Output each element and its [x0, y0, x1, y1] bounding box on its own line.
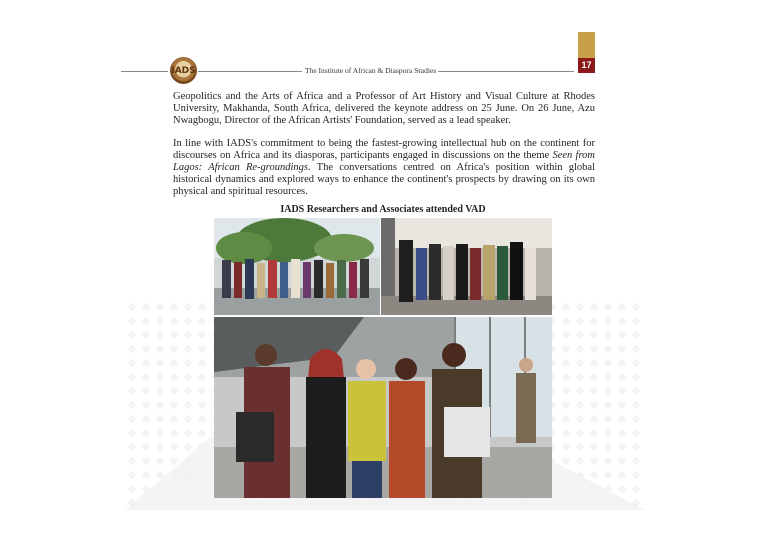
paragraph-1: Geopolitics and the Arts of Africa and a Professor of Art History and Visual Culture at Rhodes University, Makhanda, South Africa, delivered the keynote address on 25 June. On 26 June, Azu Nwagbogu, Director of the African Artists' Foundation, served as a lead speaker.: [173, 91, 595, 126]
header-rule-right: [438, 71, 574, 72]
paragraph-2-part-2: . The conversations centred on Africa's position within global historical dynamics and explored ways to enhance the continent's prospects by drawing on its own physical and spiritual resources.: [173, 162, 595, 197]
running-title: The Institute of African & Diaspora Studies: [305, 66, 437, 75]
paragraph-2-part-1: In line with IADS's commitment to being the fastest-growing intellectual hub on the continent for discourses on Africa and its diasporas, participants engaged in discussions on the theme: [173, 138, 595, 161]
iads-logo: IADS: [170, 57, 197, 84]
paragraph-2-theme-title: Seen from Lagos: African Re-groundings: [173, 150, 595, 173]
photo-five-attendees: [214, 317, 552, 498]
photo-caption: IADS Researchers and Associates attended VAD: [280, 204, 486, 215]
photo-group-outdoor: [214, 218, 380, 315]
header-rule-middle: [198, 71, 302, 72]
paragraph-2: [173, 138, 595, 198]
header-rule-left: [121, 71, 168, 72]
page-number: 17: [578, 58, 595, 73]
photo-group-indoor: [381, 218, 552, 315]
page-tab-accent: [578, 32, 595, 58]
